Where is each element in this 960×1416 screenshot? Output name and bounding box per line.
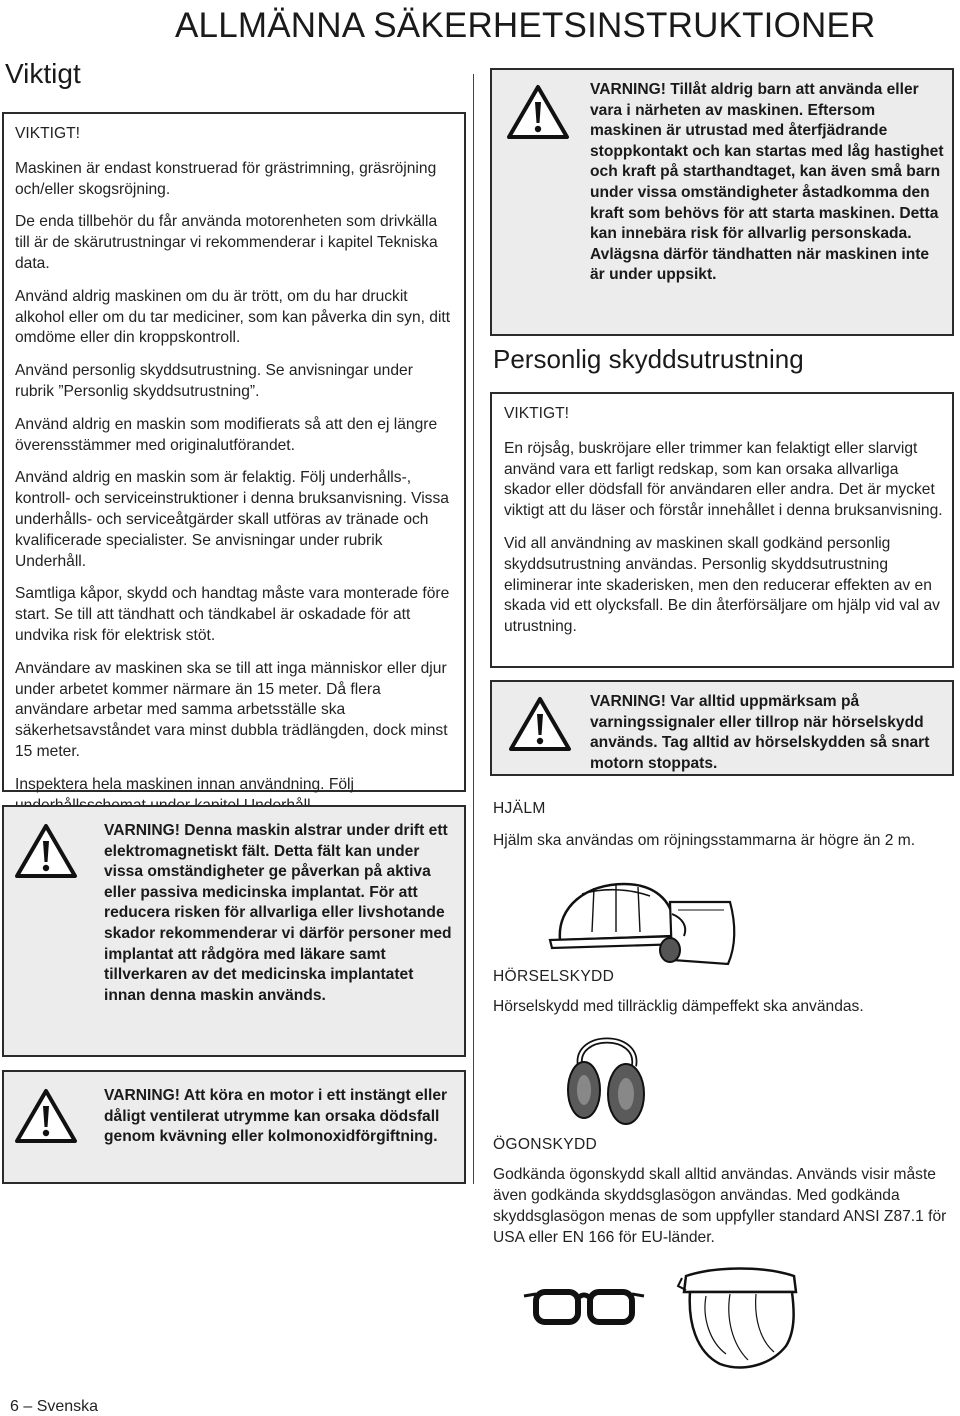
important-info-box-ppe: [490, 392, 954, 668]
info-paragraph: Användare av maskinen ska se till att inga människor eller djur under arbetet kommer närmare än 15 meter. Då flera användare arbetar med samma arbetsställe ska säkerhetsavståndet vara minst dubbla trädlängden, dock minst 15 meter.: [15, 659, 448, 760]
ear-protection-illustration: [562, 1020, 652, 1130]
helmet-illustration: [532, 874, 742, 966]
info-paragraph: Använd personlig skyddsutrustning. Se anvisningar under rubrik ”Personlig skyddsutrustning”.: [15, 362, 413, 400]
helmet-text: Hjälm ska användas om röjningsstammarna är högre än 2 m.: [493, 832, 916, 849]
info-paragraph: Använd aldrig en maskin som är felaktig. Följ underhålls-, kontroll- och serviceinstruktioner i denna bruksanvisning. Vissa underhålls- och serviceåtgärder skall utföras av tränade och kvalificerade specialister. Se anvisningar under rubrik Underhåll.: [15, 469, 449, 570]
important-label: VIKTIGT!: [504, 405, 569, 422]
helmet-label: HJÄLM: [493, 800, 546, 817]
warning-box-electromagnetic: [2, 805, 466, 1057]
info-paragraph: En röjsåg, buskröjare eller trimmer kan felaktigt eller slarvigt använd vara ett farligt redskap, som kan orsaka allvarliga skador eller dödsfall för användaren eller andra. Det är mycket viktigt att du läser och förstår innehållet i denna bruksanvisning.: [504, 439, 943, 520]
info-paragraph: Använd aldrig en maskin som modifierats så att den ej längre överensstämmer med originalutförandet.: [15, 415, 438, 454]
warning-box-children: [490, 68, 954, 336]
warning-text: VARNING! Tillåt aldrig barn att använda eller vara i närheten av maskinen. Eftersom maskinen är utrustad med återfjädrande stoppkontakt och kan startas med låg hastighet och kraft på starthandtaget, kan även små barn under vissa omständigheter åstadkomma den kraft som behövs för att starta maskinen. Detta kan innebära risk för allvarlig personskada. Avlägsna därför tändhatten när maskinen inte är under uppsikt.: [590, 81, 944, 284]
warning-triangle-icon: [508, 696, 572, 752]
important-info-box: [2, 112, 466, 792]
ear-protection-label: HÖRSELSKYDD: [493, 968, 615, 985]
warning-box-carbon-monoxide: [2, 1070, 466, 1184]
info-paragraph: De enda tillbehör du får använda motorenheten som drivkälla till är de skärutrustningar vi rekommenderar i kapitel Tekniska data.: [15, 213, 438, 272]
warning-text: VARNING! Denna maskin alstrar under drift ett elektromagnetiskt fält. Detta fält kan under vissa omständigheter ge påverkan på aktiva eller passiva medicinska implantat. För att reducera risken för allvarliga eller livshotande skador rekommenderar vi därför personer med implantat att rådgöra med läkare samt tillverkaren av det medicinska implantatet innan denna maskin används.: [104, 822, 452, 1004]
warning-triangle-icon: [14, 823, 78, 879]
warning-box-signals: [490, 680, 954, 776]
info-paragraph: Använd aldrig maskinen om du är trött, om du har druckit alkohol eller om du tar mediciner, som kan påverka din syn, ditt omdöme eller din kroppskontroll.: [15, 287, 451, 347]
info-paragraph: Samtliga kåpor, skydd och handtag måste vara monterade före start. Se till att tändhatt och tändkabel är oskadade för att undvika risk för elektrisk stöt.: [15, 585, 450, 644]
important-label: VIKTIGT!: [15, 125, 80, 142]
warning-triangle-icon: [506, 84, 570, 140]
column-divider: [473, 74, 474, 1184]
info-paragraph: Inspektera hela maskinen innan användning. Följ: [15, 775, 354, 793]
section-heading-ppe: Personlig skyddsutrustning: [493, 344, 804, 374]
warning-triangle-icon: [14, 1088, 78, 1144]
page-footer: 6 – Svenska: [10, 1398, 99, 1415]
eye-protection-label: ÖGONSKYDD: [493, 1136, 598, 1153]
eye-protection-text: Godkända ögonskydd skall alltid användas. Används visir måste även godkända skyddsglasögon användas. Med godkända skyddsglasögon menas de som uppfyller standard ANSI Z87.1 för USA eller EN 166 för EU-länder.: [493, 1166, 947, 1246]
safety-glasses-illustration: [520, 1282, 648, 1332]
warning-text: VARNING! Var alltid uppmärksam på varningssignaler eller tillrop när hörselskydd används. Tag alltid av hörselskydden så snart motorn stoppats.: [590, 693, 930, 772]
info-paragraph: Vid all användning av maskinen skall godkänd personlig skyddsutrustning användas. Personlig skyddsutrustning eliminerar inte skaderisken, men den reducerar effekten av en skada vid ett olycksfall. Be din återförsäljare om hjälp vid val av utrustning.: [504, 534, 940, 636]
ear-protection-text: Hörselskydd med tillräcklig dämpeffekt ska användas.: [493, 998, 864, 1015]
info-paragraph: Maskinen är endast konstruerad för grästrimning, gräsröjning och/eller skogsröjning.: [15, 159, 437, 198]
section-heading-viktigt: Viktigt: [5, 58, 81, 89]
page-title: ALLMÄNNA SÄKERHETSINSTRUKTIONER: [175, 6, 876, 45]
visor-illustration: [676, 1262, 806, 1372]
warning-text: VARNING! Att köra en motor i ett instängt eller dåligt ventilerat utrymme kan orsaka dödsfall genom kvävning eller kolmonoxidförgiftning.: [104, 1087, 448, 1146]
